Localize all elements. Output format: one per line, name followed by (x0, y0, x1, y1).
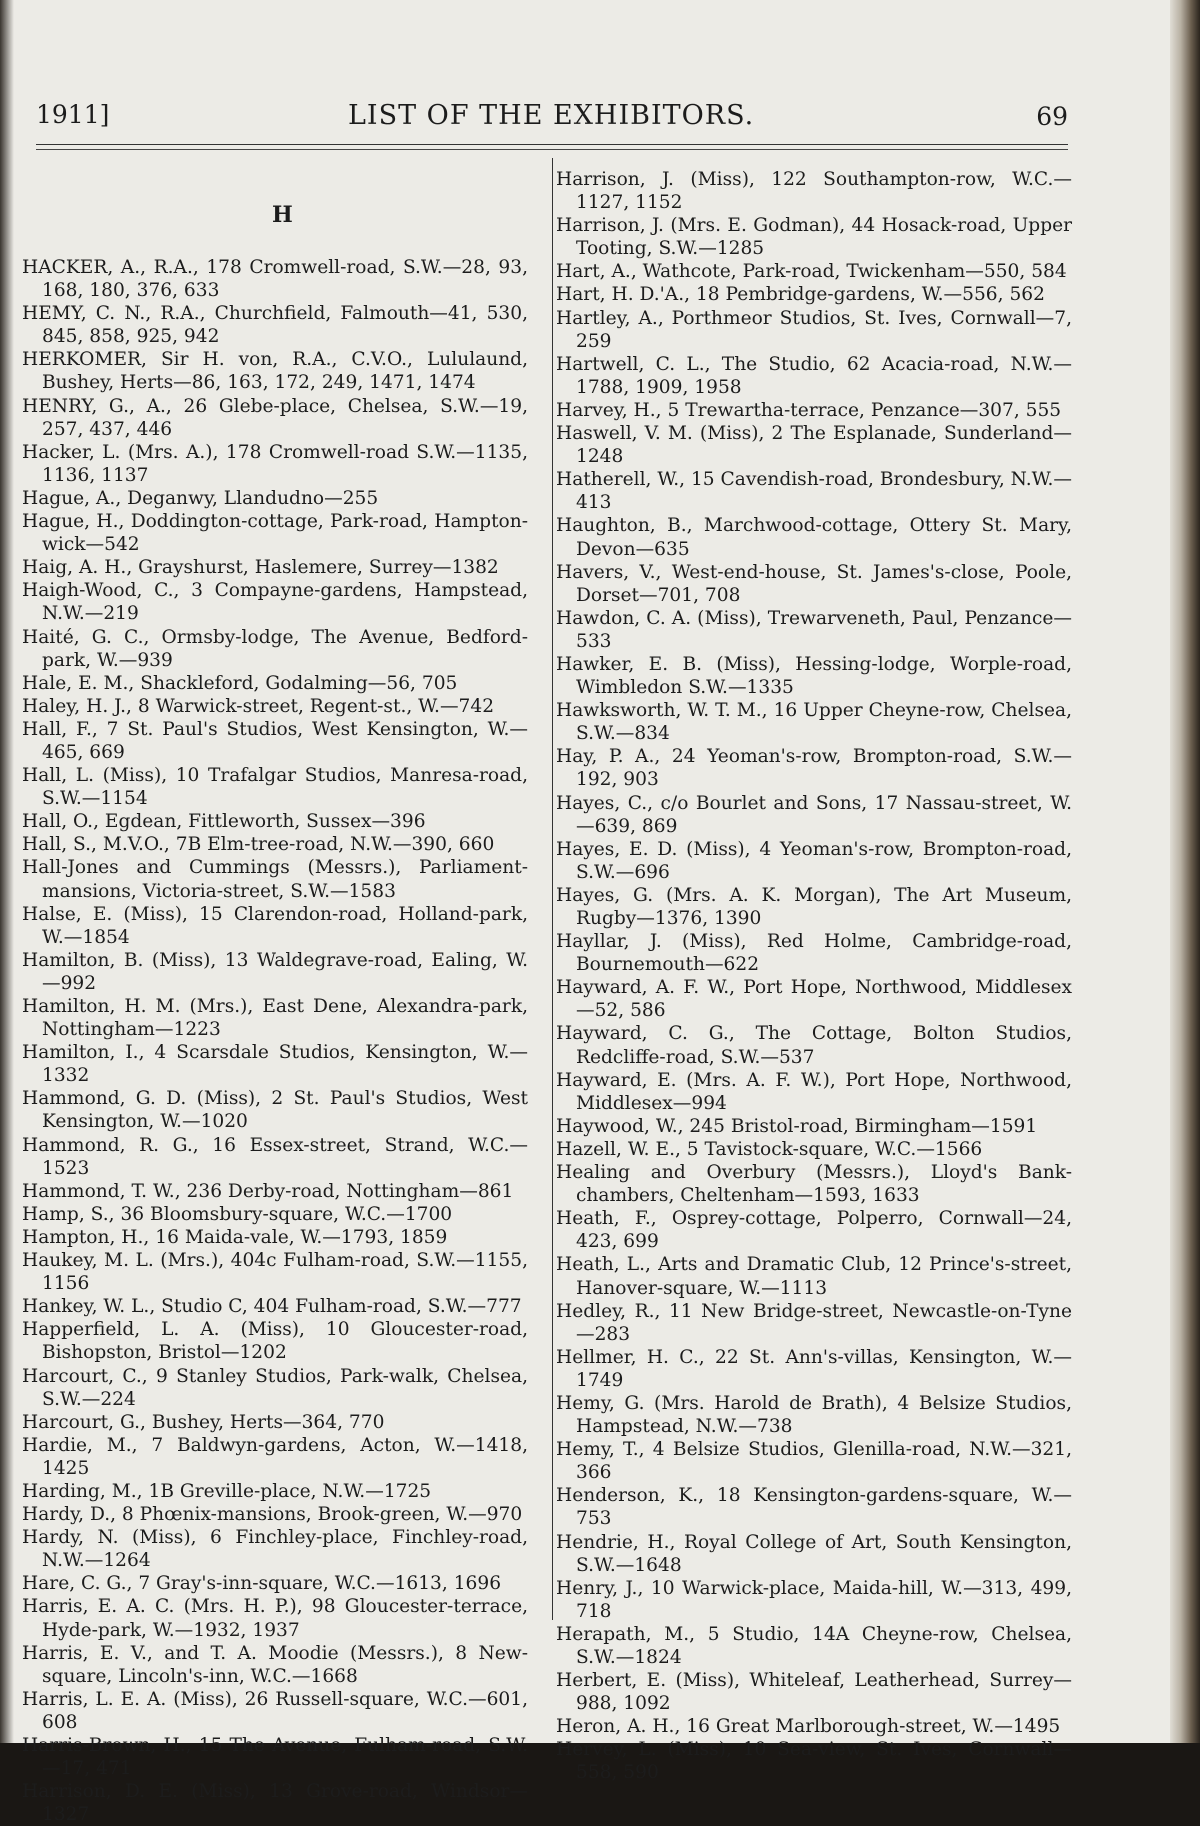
exhibitor-entry: Harcourt, G., Bushey, Herts—364, 770 (22, 1411, 385, 1433)
exhibitor-entry: Hall-Jones and Cummings (Messrs.), Parliament-mansions, Victoria-street, S.W.—1583 (22, 857, 528, 902)
running-header (36, 100, 1068, 140)
exhibitor-entry: Hart, H. D.'A., 18 Pembridge-gardens, W.—556, 562 (556, 284, 1045, 306)
exhibitor-entry: Haig, A. H., Grayshurst, Haslemere, Surrey—1382 (22, 557, 499, 579)
exhibitor-entry: Hammond, R. G., 16 Essex-street, Strand, W.C.—1523 (22, 1134, 528, 1179)
exhibitor-entry: Harrison, J. (Miss), 122 Southampton-row, W.C.—1127, 1152 (556, 169, 1072, 214)
right-column (556, 168, 1072, 1785)
exhibitor-entry: Hemy, T., 4 Belsize Studios, Glenilla-road, N.W.—321, 366 (556, 1439, 1072, 1484)
exhibitor-entry: Haigh-Wood, C., 3 Compayne-gardens, Hampstead, N.W.—219 (22, 580, 528, 625)
exhibitor-entry: Hayward, A. F. W., Port Hope, Northwood, Middlesex—52, 586 (556, 977, 1072, 1022)
exhibitor-entry: HERKOMER, Sir H. von, R.A., C.V.O., Lululaund, Bushey, Herts—86, 163, 172, 249, 1471, 1474 (22, 349, 528, 394)
exhibitor-entry: Hawksworth, W. T. M., 16 Upper Cheyne-row, Chelsea, S.W.—834 (556, 700, 1072, 745)
exhibitor-entry: Hague, H., Doddington-cottage, Park-road, Hampton-wick—542 (22, 511, 528, 556)
exhibitor-entry: Herapath, M., 5 Studio, 14A Cheyne-row, Chelsea, S.W.—1824 (556, 1623, 1072, 1668)
exhibitor-entry: Harvey, H., 5 Trewartha-terrace, Penzance—307, 555 (556, 399, 1062, 421)
exhibitor-entry: Harris-Brown, H., 15 The Avenue, Fulham-road, S.W.—17, 471 (22, 1735, 528, 1780)
exhibitor-entry: Hacker, L. (Mrs. A.), 178 Cromwell-road S.W.—1135, 1136, 1137 (22, 441, 528, 486)
header-year: 1911] (36, 100, 110, 129)
header-rule-bottom (36, 149, 1068, 150)
header-rule-top (36, 144, 1068, 145)
exhibitor-entry: Haité, G. C., Ormsby-lodge, The Avenue, Bedford-park, W.—939 (22, 626, 528, 671)
exhibitor-entry: Henry, J., 10 Warwick-place, Maida-hill, W.—313, 499, 718 (556, 1577, 1072, 1622)
exhibitor-entry: Hammond, G. D. (Miss), 2 St. Paul's Studios, West Kensington, W.—1020 (22, 1088, 528, 1133)
exhibitor-entry: Heron, A. H., 16 Great Marlborough-street, W.—1495 (556, 1716, 1061, 1738)
exhibitor-entry: Hartwell, C. L., The Studio, 62 Acacia-road, N.W.—1788, 1909, 1958 (556, 353, 1072, 398)
exhibitor-entry: Hale, E. M., Shackleford, Godalming—56, 705 (22, 672, 458, 694)
exhibitor-entry: Hayward, C. G., The Cottage, Bolton Studios, Redcliffe-road, S.W.—537 (556, 1023, 1072, 1068)
exhibitor-entry: Hamilton, H. M. (Mrs.), East Dene, Alexandra-park, Nottingham—1223 (22, 996, 528, 1041)
page-gutter-shadow (0, 0, 14, 1743)
exhibitor-entry: Herbert, E. (Miss), Whiteleaf, Leatherhead, Surrey—988, 1092 (556, 1670, 1072, 1715)
exhibitor-entry: Hawdon, C. A. (Miss), Trewarveneth, Paul, Penzance—533 (556, 607, 1072, 652)
exhibitor-entry: Harris, E. V., and T. A. Moodie (Messrs.), 8 New-square, Lincoln's-inn, W.C.—1668 (22, 1642, 528, 1687)
exhibitor-entry: Hammond, T. W., 236 Derby-road, Nottingham—861 (22, 1180, 514, 1202)
exhibitor-entry: Hardy, D., 8 Phœnix-mansions, Brook-green, W.—970 (22, 1504, 523, 1526)
exhibitor-entry: Hamp, S., 36 Bloomsbury-square, W.C.—1700 (22, 1203, 453, 1225)
left-column (22, 256, 528, 1826)
exhibitor-entry: HENRY, G., A., 26 Glebe-place, Chelsea, S.W.—19, 257, 437, 446 (22, 395, 528, 440)
exhibitor-entry: Hall, S., M.V.O., 7B Elm-tree-road, N.W.—390, 660 (22, 834, 495, 856)
exhibitor-entry: Hamilton, B. (Miss), 13 Waldegrave-road, Ealing, W.—992 (22, 949, 528, 994)
exhibitor-entry: Hayes, C., c/o Bourlet and Sons, 17 Nassau-street, W.—639, 869 (556, 792, 1072, 837)
exhibitor-entry: Hampton, H., 16 Maida-vale, W.—1793, 1859 (22, 1226, 448, 1248)
exhibitor-entry: Hague, A., Deganwy, Llandudno—255 (22, 487, 379, 509)
exhibitor-entry: Hart, A., Wathcote, Park-road, Twickenham—550, 584 (556, 261, 1067, 283)
header-title: LIST OF THE EXHIBITORS. (348, 100, 755, 131)
exhibitor-entry: Halse, E. (Miss), 15 Clarendon-road, Holland-park, W.—1854 (22, 903, 528, 948)
page-number: 69 (1036, 102, 1068, 131)
exhibitor-entry: Havers, V., West-end-house, St. James's-close, Poole, Dorset—701, 708 (556, 561, 1072, 606)
exhibitor-entry: Hellmer, H. C., 22 St. Ann's-villas, Kensington, W.—1749 (556, 1346, 1072, 1391)
exhibitor-entry: Hankey, W. L., Studio C, 404 Fulham-road, S.W.—777 (22, 1296, 522, 1318)
column-divider (552, 158, 553, 1620)
exhibitor-entry: Hall, O., Egdean, Fittleworth, Sussex—396 (22, 811, 426, 833)
exhibitor-entry: Hay, P. A., 24 Yeoman's-row, Brompton-road, S.W.—192, 903 (556, 746, 1072, 791)
exhibitor-entry: Haywood, W., 245 Bristol-road, Birmingham—1591 (556, 1115, 1038, 1137)
exhibitor-entry: Hare, C. G., 7 Gray's-inn-square, W.C.—1613, 1696 (22, 1573, 502, 1595)
exhibitor-entry: Hardy, N. (Miss), 6 Finchley-place, Finchley-road, N.W.—1264 (22, 1527, 528, 1572)
exhibitor-entry: Hazell, W. E., 5 Tavistock-square, W.C.—1566 (556, 1138, 983, 1160)
exhibitor-entry: Hemy, G. (Mrs. Harold de Brath), 4 Belsize Studios, Hampstead, N.W.—738 (556, 1392, 1072, 1438)
exhibitor-entry: Haley, H. J., 8 Warwick-street, Regent-st., W.—742 (22, 695, 495, 717)
exhibitor-entry: Hendrie, H., Royal College of Art, South Kensington, S.W.—1648 (556, 1531, 1072, 1576)
exhibitor-entry: Hayes, E. D. (Miss), 4 Yeoman's-row, Brompton-road, S.W.—696 (556, 838, 1072, 883)
exhibitor-entry: Hedley, R., 11 New Bridge-street, Newcastle-on-Tyne—283 (556, 1300, 1072, 1345)
exhibitor-entry: Henderson, K., 18 Kensington-gardens-square, W.—753 (556, 1485, 1072, 1530)
exhibitor-entry: Healing and Overbury (Messrs.), Lloyd's Bank-chambers, Cheltenham—1593, 1633 (556, 1162, 1072, 1207)
exhibitor-entry: Harding, M., 1B Greville-place, N.W.—1725 (22, 1480, 432, 1502)
exhibitor-entry: Happerfield, L. A. (Miss), 10 Gloucester-road, Bishopston, Bristol—1202 (22, 1319, 528, 1364)
exhibitor-entry: Harrison, D. E. (Miss), 13 Grove-road, Windsor—1327 (22, 1781, 528, 1826)
page-edge (1170, 0, 1200, 1743)
exhibitor-entry: Harrison, J. (Mrs. E. Godman), 44 Hosack-road, Upper Tooting, S.W.—1285 (556, 215, 1072, 260)
exhibitor-entry: HEMY, C. N., R.A., Churchfield, Falmouth—41, 530, 845, 858, 925, 942 (22, 303, 528, 348)
exhibitor-entry: Hamilton, I., 4 Scarsdale Studios, Kensington, W.—1332 (22, 1042, 528, 1087)
section-letter: H (272, 202, 293, 228)
exhibitor-entry: Hall, F., 7 St. Paul's Studios, West Kensington, W.—465, 669 (22, 718, 528, 763)
exhibitor-entry: HACKER, A., R.A., 178 Cromwell-road, S.W.—28, 93, 168, 180, 376, 633 (22, 257, 528, 302)
exhibitor-entry: Hervey, L. (Miss), 10 Sea-view, St. Ives, Cornwall—558, 590 (556, 1739, 1072, 1784)
exhibitor-entry: Heath, F., Osprey-cottage, Polperro, Cornwall—24, 423, 699 (556, 1208, 1072, 1253)
exhibitor-entry: Hartley, A., Porthmeor Studios, St. Ives, Cornwall—7, 259 (556, 307, 1072, 352)
exhibitor-entry: Hayllar, J. (Miss), Red Holme, Cambridge-road, Bournemouth—622 (556, 931, 1072, 976)
exhibitor-entry: Haswell, V. M. (Miss), 2 The Esplanade, Sunderland—1248 (556, 423, 1072, 468)
exhibitor-entry: Hawker, E. B. (Miss), Hessing-lodge, Worple-road, Wimbledon S.W.—1335 (556, 653, 1072, 699)
exhibitor-entry: Hayward, E. (Mrs. A. F. W.), Port Hope, Northwood, Middlesex—994 (556, 1069, 1072, 1114)
exhibitor-entry: Hardie, M., 7 Baldwyn-gardens, Acton, W.—1418, 1425 (22, 1434, 528, 1479)
exhibitor-entry: Haughton, B., Marchwood-cottage, Ottery St. Mary, Devon—635 (556, 515, 1072, 560)
exhibitor-entry: Haukey, M. L. (Mrs.), 404c Fulham-road, S.W.—1155, 1156 (22, 1250, 528, 1295)
exhibitor-entry: Harris, E. A. C. (Mrs. H. P.), 98 Gloucester-terrace, Hyde-park, W.—1932, 1937 (22, 1596, 528, 1641)
exhibitor-entry: Hayes, G. (Mrs. A. K. Morgan), The Art Museum, Rugby—1376, 1390 (556, 884, 1072, 929)
exhibitor-entry: Harris, L. E. A. (Miss), 26 Russell-square, W.C.—601, 608 (22, 1688, 528, 1733)
exhibitor-entry: Heath, L., Arts and Dramatic Club, 12 Prince's-street, Hanover-square, W.—1113 (556, 1254, 1072, 1299)
exhibitor-entry: Harcourt, C., 9 Stanley Studios, Park-walk, Chelsea, S.W.—224 (22, 1365, 528, 1410)
exhibitor-entry: Hall, L. (Miss), 10 Trafalgar Studios, Manresa-road, S.W.—1154 (22, 765, 528, 810)
exhibitor-entry: Hatherell, W., 15 Cavendish-road, Brondesbury, N.W.—413 (556, 469, 1073, 514)
